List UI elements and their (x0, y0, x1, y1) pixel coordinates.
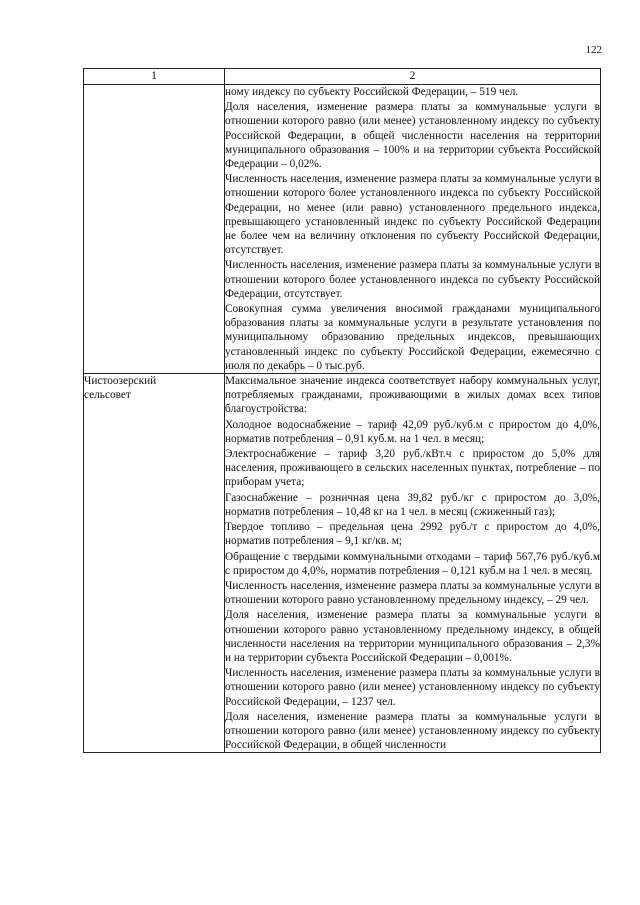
content-table (83, 68, 601, 753)
paragraph: ному индексу по субъекту Российской Федерации, – 519 чел. (225, 86, 519, 98)
column-header-2: 2 (225, 69, 601, 85)
page-number: 122 (585, 44, 602, 56)
paragraph: Доля населения, изменение размера платы за коммунальные услуги в отношении которого равно (или менее) установленному индексу по субъекту Российской Федерации, в общей численности (225, 710, 600, 752)
paragraph: Численность населения, изменение размера платы за коммунальные услуги в отношении которого равно (или менее) установленному индексу по субъекту Российской Федерации, – 1237 чел. (225, 667, 600, 708)
paragraph: Обращение с твердыми коммунальными отходами – тариф 567,76 руб./куб.м с приростом до 4,0%, норматив потребления – 0,121 куб.м на 1 чел. в месяц. (225, 550, 600, 577)
column-header-1: 1 (84, 69, 225, 85)
paragraph: Холодное водоснабжение – тариф 42,09 руб./куб.м с приростом до 4,0%, норматив потребления – 0,91 куб.м. на 1 чел. в месяц; (225, 418, 600, 445)
paragraph: Газоснабжение – розничная цена 39,82 руб./кг с приростом до 3,0%, норматив потребления – 10,48 кг на 1 чел. в месяц (сжиженный газ); (225, 491, 600, 518)
table-row (84, 374, 601, 753)
header-row (84, 69, 601, 85)
municipality-name: Чистоозерский (84, 375, 157, 388)
municipality-type: сельсовет (84, 389, 131, 402)
paragraph: Совокупная сумма увеличения вносимой гражданами муниципального образования платы за коммунальные услуги в результате установления по муниципальному образованию предельных индексов, превышающих установленный индекс по субъекту Российской Федерации, ежемесячно с июля по декабрь – 0 тыс.руб. (225, 303, 600, 372)
paragraph: Твердое топливо – предельная цена 2992 руб./т с приростом до 4,0%, норматив потребления – 9,1 кг/кв. м; (225, 521, 600, 548)
paragraph: Численность населения, изменение размера платы за коммунальные услуги в отношении которого более установленного индекса по субъекту Российской Федерации, но менее (или равно) установленного предельного индекса, превышающего установленный индекс по субъекту Российской Федерации не более чем на величину отклонения по субъекту Российской Федерации, отсутствует. (225, 173, 600, 257)
table-row (84, 85, 601, 374)
municipality-cell (84, 374, 225, 753)
municipality-cell (84, 85, 225, 374)
description-cell (225, 85, 601, 374)
paragraph: Электроснабжение – тариф 3,20 руб./кВт.ч с приростом до 5,0% для населения, проживающего в сельских населенных пунктах, потребление – по приборам учета; (225, 448, 600, 489)
paragraph: Доля населения, изменение размера платы за коммунальные услуги в отношении которого равно установленному предельному индексу, в общей численности населения на территории муниципального образования – 2,3% и на территории субъекта Российской Федерации – 0,001%. (225, 609, 600, 664)
paragraph: Доля населения, изменение размера платы за коммунальные услуги в отношении которого равно (или менее) установленному индексу по субъекту Российской Федерации, в общей численности населения на территории муниципального образования – 100% и на территории субъекта Российской Федерации – 0,02%. (225, 101, 600, 171)
paragraph: Численность населения, изменение размера платы за коммунальные услуги в отношении которого равно установленному предельному индексу, – 29 чел. (225, 579, 600, 607)
description-cell (225, 374, 601, 753)
paragraph: Максимальное значение индекса соответствует набору коммунальных услуг, потребляемых гражданами, проживающими в жилых домах всех типов благоустройства: (225, 375, 600, 416)
paragraph: Численность населения, изменение размера платы за коммунальные услуги в отношении которого более установленного индекса по субъекту Российской Федерации, отсутствует. (225, 259, 600, 300)
